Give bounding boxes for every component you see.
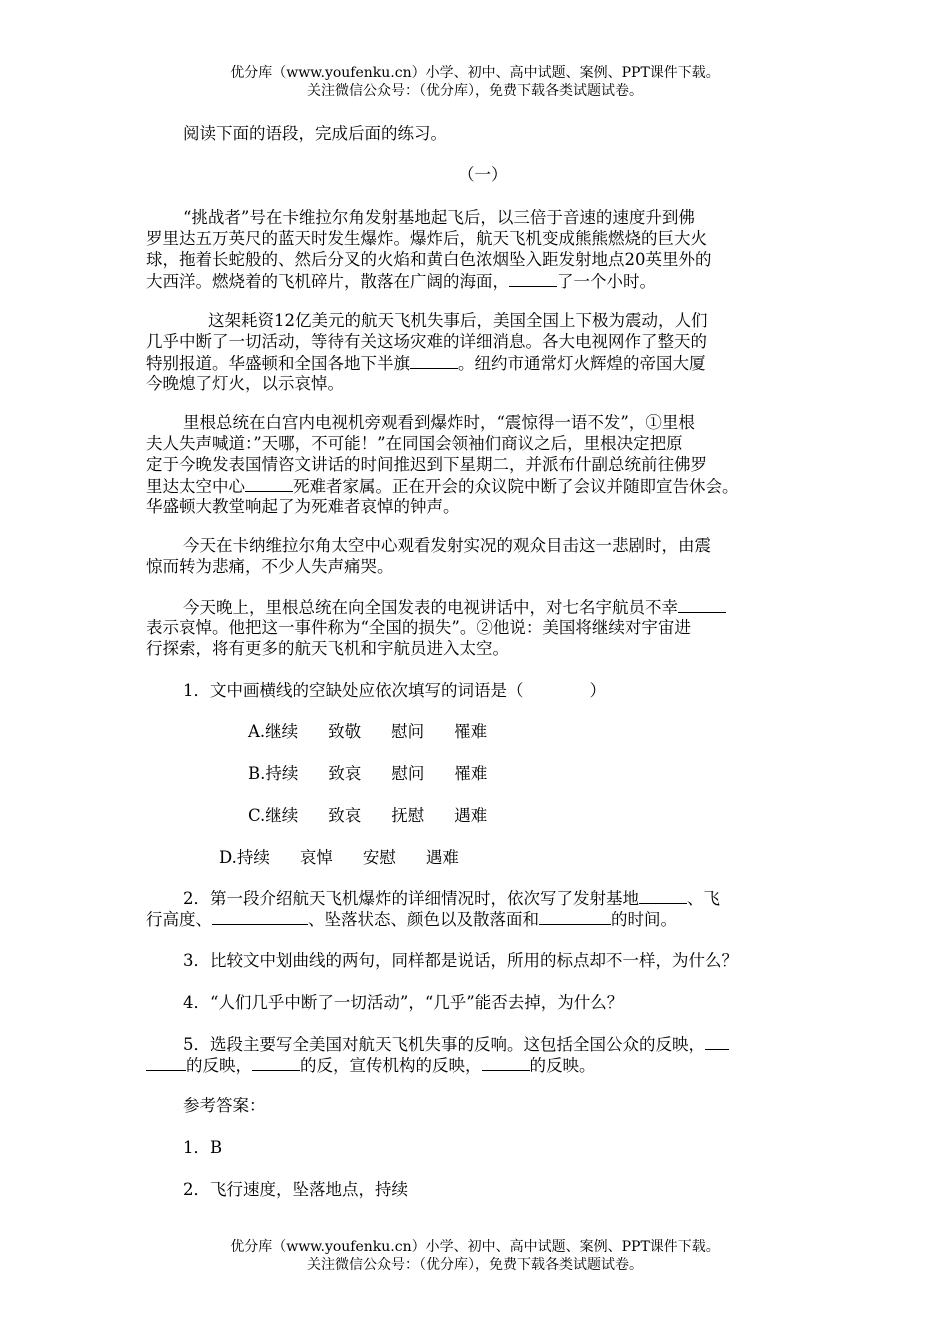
- q5-text: 的反，宣传机构的反映，: [300, 1056, 482, 1075]
- p2-line: [146, 353, 706, 374]
- q5-text: 的反映。: [529, 1056, 596, 1075]
- q5-text: 5．选段主要写全美国对航天飞机失事的反响。这包括全国公众的反映，: [183, 1035, 705, 1054]
- option-a: [248, 722, 517, 742]
- p4-line: 今天在卡纳维拉尔角太空中心观看发射实况的观众目击这一悲剧时，由震: [183, 536, 711, 555]
- p3-text: 里达太空中心: [146, 477, 245, 496]
- p1-line: [146, 271, 656, 292]
- q2-text: 行高度、: [146, 910, 212, 929]
- fill-blank-8a: [705, 1034, 729, 1050]
- p2-line: 今晚熄了灯火，以示哀悼。: [146, 374, 344, 393]
- p2-text: 。纽约市通常灯火辉煌的帝国大厦: [458, 354, 706, 373]
- p3-text: 死难者家属。正在开会的众议院中断了会议并随即宣告休会。: [293, 477, 739, 496]
- fill-blank-10: [482, 1055, 530, 1071]
- p1-text: 大西洋。燃烧着的飞机碎片，散落在广阔的海面，: [146, 272, 509, 291]
- option-word: 哀悼: [299, 848, 333, 867]
- q5-line: [183, 1034, 729, 1055]
- option-word: 致哀: [328, 764, 362, 783]
- p3-line: 华盛顿大教堂响起了为死难者哀悼的钟声。: [146, 497, 460, 516]
- p5-line: [183, 597, 726, 618]
- page-footer: [0, 1238, 950, 1274]
- option-label: B.: [248, 764, 266, 783]
- question-4: 4．“人们几乎中断了一切活动”，“几乎”能否去掉，为什么？: [183, 993, 624, 1012]
- p3-line: 定于今晚发表国情咨文讲话的时间推迟到下星期二，并派布什副总统前往佛罗: [146, 455, 707, 474]
- q2-line: [146, 909, 677, 930]
- p1-text: 了一个小时。: [557, 272, 656, 291]
- option-word: 继续: [265, 722, 299, 741]
- fill-blank-6: [212, 909, 308, 925]
- option-b: [248, 764, 517, 784]
- q5-line: [146, 1055, 596, 1076]
- intro-text: 阅读下面的语段，完成后面的练习。: [183, 124, 447, 143]
- option-word: 慰问: [391, 764, 425, 783]
- p2-text: 特别报道。华盛顿和全国各地下半旗: [146, 354, 410, 373]
- option-d: [219, 848, 489, 868]
- q2-text: 的时间。: [611, 910, 677, 929]
- answers-title: 参考答案：: [183, 1096, 266, 1115]
- q2-text: 、坠落状态、颜色以及散落面和: [308, 910, 539, 929]
- option-word: 持续: [265, 764, 299, 783]
- answer-1: 1．B: [183, 1138, 223, 1157]
- p5-line: 表示哀悼。他把这一事件称为“全国的损失”。②他说：美国将继续对宇宙进: [146, 618, 691, 637]
- option-c: [248, 806, 517, 826]
- option-word: 遇难: [425, 848, 459, 867]
- p3-line: 夫人失声喊道：”天哪，不可能！”在同国会领袖们商议之后，里根决定把原: [146, 434, 683, 453]
- fill-blank-8b: [146, 1055, 186, 1071]
- p4-line: 惊而转为悲痛，不少人失声痛哭。: [146, 557, 394, 576]
- q2-text: 、飞: [687, 889, 720, 908]
- p3-line: 里根总统在白宫内电视机旁观看到爆炸时，“震惊得一语不发”，①里根: [183, 413, 695, 432]
- option-word: 罹难: [454, 764, 488, 783]
- q5-text: 的反映，: [186, 1056, 252, 1075]
- page-header: [0, 64, 950, 100]
- option-label: D.: [219, 848, 237, 867]
- option-word: 遇难: [454, 806, 488, 825]
- option-word: 罹难: [454, 722, 488, 741]
- q2-line: [183, 888, 720, 909]
- p3-line: [146, 476, 739, 497]
- option-word: 继续: [265, 806, 299, 825]
- p5-text: 今天晚上，里根总统在向全国发表的电视讲话中，对七名宇航员不幸: [183, 598, 678, 617]
- p1-line: “挑战者”号在卡维拉尔角发射基地起飞后，以三倍于音速的速度升到佛: [183, 208, 695, 227]
- p2-line: 几乎中断了一切活动，等待有关这场灾难的详细消息。各大电视网作了整天的: [146, 332, 707, 351]
- fill-blank-3: [245, 476, 293, 492]
- option-word: 持续: [236, 848, 270, 867]
- footer-line-1: 优分库（www.youfenku.cn）小学、初中、高中试题、案例、PPT课件下载。: [230, 1239, 720, 1255]
- header-line-1: 优分库（www.youfenku.cn）小学、初中、高中试题、案例、PPT课件下载。: [230, 65, 720, 81]
- option-word: 致敬: [328, 722, 362, 741]
- header-line-2: 关注微信公众号：（优分库），免费下载各类试题试卷。: [307, 83, 643, 99]
- question-3: 3．比较文中划曲线的两句，同样都是说话，所用的标点却不一样，为什么？: [183, 951, 738, 970]
- p1-line: 球，拖着长蛇般的、然后分叉的火焰和黄白色浓烟坠入距发射地点20英里外的: [146, 250, 712, 269]
- fill-blank-4: [678, 597, 726, 613]
- answer-2: 2．飞行速度，坠落地点，持续: [183, 1180, 408, 1199]
- fill-blank-7: [539, 909, 611, 925]
- option-label: A.: [248, 722, 266, 741]
- q2-text: 2．第一段介绍航天飞机爆炸的详细情况时，依次写了发射基地: [183, 889, 639, 908]
- p5-line: 行探索，将有更多的航天飞机和宇航员进入太空。: [146, 639, 509, 658]
- footer-line-2: 关注微信公众号：（优分库），免费下载各类试题试卷。: [307, 1257, 643, 1273]
- fill-blank-9: [252, 1055, 300, 1071]
- p1-line: 罗里达五万英尺的蓝天时发生爆炸。爆炸后，航天飞机变成熊熊燃烧的巨大火: [146, 229, 707, 248]
- fill-blank-2: [410, 353, 458, 369]
- option-word: 安慰: [362, 848, 396, 867]
- p2-line: 这架耗资12亿美元的航天飞机失事后，美国全国上下极为震动，人们: [208, 311, 708, 330]
- option-word: 致哀: [328, 806, 362, 825]
- option-word: 慰问: [391, 722, 425, 741]
- option-label: C.: [248, 806, 266, 825]
- question-1: 1．文中画横线的空缺处应依次填写的词语是（ ）: [183, 681, 606, 700]
- section-title: （一）: [458, 165, 508, 184]
- option-word: 抚慰: [391, 806, 425, 825]
- fill-blank-1: [509, 271, 557, 287]
- fill-blank-5: [639, 888, 687, 904]
